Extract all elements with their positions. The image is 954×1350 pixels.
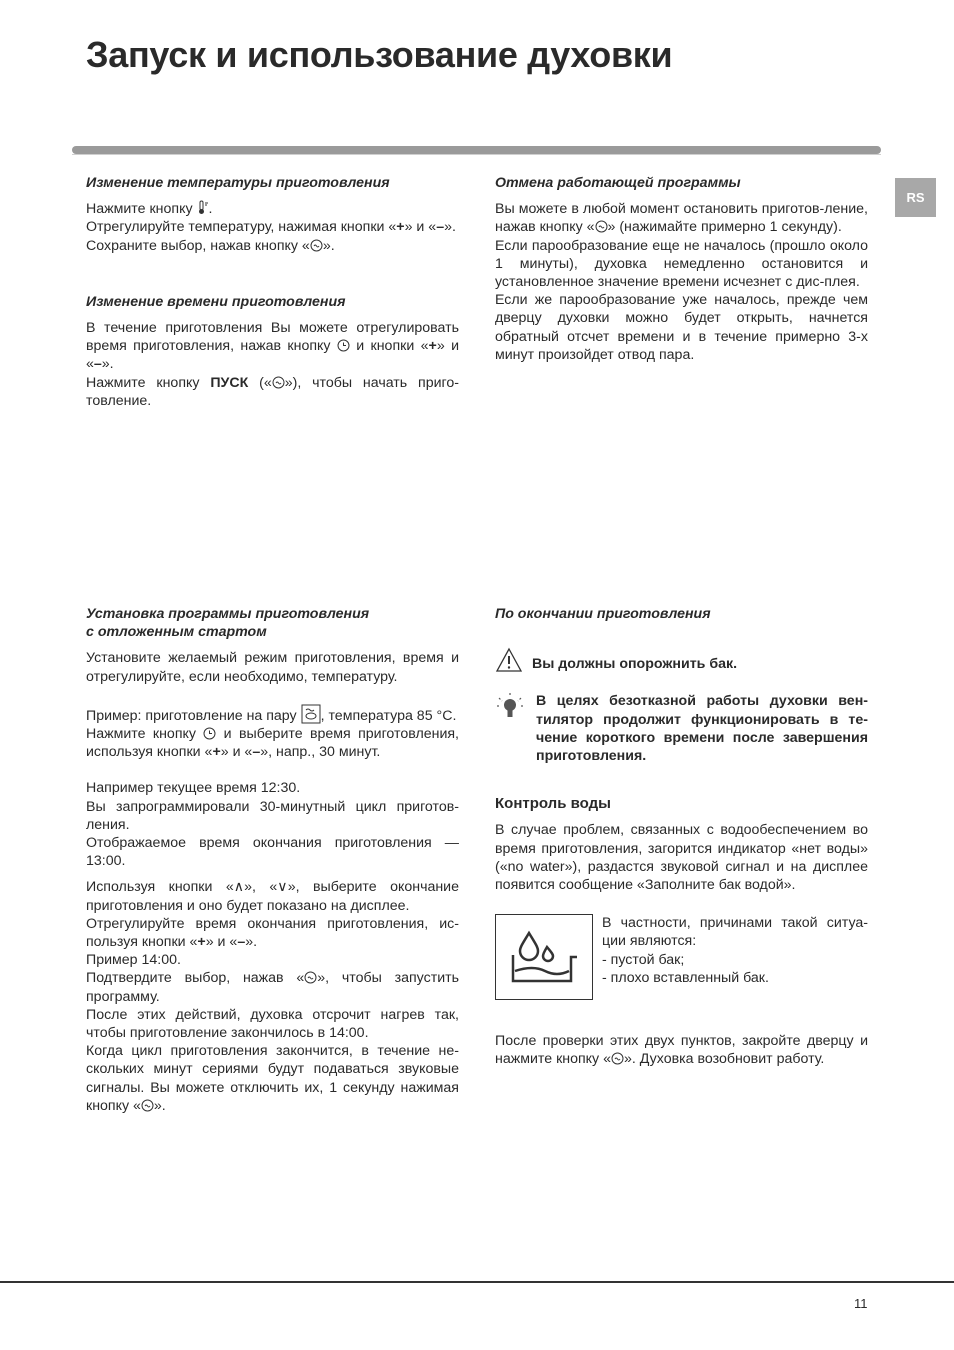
left-column-top bbox=[86, 174, 459, 410]
paragraph: Нажмите кнопку . Отрегулируйте температуру, нажимая кнопки «+» и «–». Сохраните выбор, нажав кнопку « ». bbox=[86, 201, 456, 254]
paragraph: Вы можете в любой момент остановить приготов-ление, нажав кнопку « » (нажимайте примерно 1 секунду). bbox=[495, 201, 868, 236]
paragraph: Установите желаемый режим приготовления, время и отрегулируйте, если необходимо, температуру. bbox=[86, 650, 459, 685]
paragraph: После этих действий, духовка отсрочит нагрев так, чтобы приготовление закончилось в 14:00. bbox=[86, 1006, 459, 1042]
warning-note: Вы должны опорожнить бак. bbox=[495, 647, 868, 678]
header-rule-shadow bbox=[72, 154, 881, 155]
clock-icon bbox=[337, 339, 350, 352]
start-button-icon bbox=[595, 220, 608, 233]
paragraph: Используя кнопки «∧», «∨», выберите окончание приготовления и оно будет показано на дисплее. bbox=[86, 879, 459, 914]
page-title: Запуск и использование духовки bbox=[86, 34, 673, 75]
header-rule bbox=[72, 146, 881, 154]
section-heading: Изменение температуры приготовления bbox=[86, 175, 390, 191]
paragraph: Пример 14:00. bbox=[86, 952, 181, 969]
clock-icon bbox=[203, 727, 216, 740]
section-heading: По окончании приготовления bbox=[495, 606, 711, 622]
page-number: 11 bbox=[854, 1296, 868, 1311]
paragraph: Пример: приготовление на пару , температура 85 °C. Нажмите кнопку и выберите время приготовления, используя кнопки «+» и «–», напр., 30 минут. bbox=[86, 704, 459, 762]
paragraph: Подтвердите выбор, нажав « », чтобы запустить программу. bbox=[86, 970, 460, 1005]
lightbulb-icon bbox=[495, 692, 525, 728]
water-causes-box: В частности, причинами такой ситуа-ции являются: - пустой бак; - плохо вставленный бак. bbox=[495, 914, 868, 1000]
paragraph: Отрегулируйте время окончания приготовления, ис-пользуя кнопки «+» и «–». bbox=[86, 915, 459, 951]
paragraph: Когда цикл приготовления закончится, в течение не-скольких минут сериями будут подаваться звуковые сигналы. Вы можете отключить их, 1 секунду нажимая кнопку « ». bbox=[86, 1043, 459, 1114]
section-heading: Контроль воды bbox=[495, 795, 611, 813]
paragraph: В случае проблем, связанных с водообеспечением во время приготовления, загорится индикатор «нет воды» («no water»), раздастся звуковой сигнал и на дисплее появится сообщение «Заполните бак водой». bbox=[495, 822, 868, 894]
paragraph: Вы запрограммировали 30-минутный цикл приготов-ления. bbox=[86, 798, 459, 833]
no-water-icon bbox=[495, 914, 593, 1000]
paragraph: Отображаемое время окончания приготовления — 13:00. bbox=[86, 835, 459, 870]
start-button-icon bbox=[310, 239, 323, 252]
start-button-icon bbox=[611, 1052, 624, 1065]
paragraph: В течение приготовления Вы можете отрегулировать время приготовления, нажав кнопку и кнопки «+» и «–». Нажмите кнопку ПУСК (« »), чтобы начать приго-товление. bbox=[86, 320, 460, 409]
tip-note: В целях безотказной работы духовки вен-тилятор продолжит функционировать в те-чение короткого времени после завершения приготовления. bbox=[495, 692, 868, 765]
right-column-bottom bbox=[495, 605, 868, 1069]
paragraph: После проверки этих двух пунктов, закройте дверцу и нажмите кнопку « ». Духовка возобновит работу. bbox=[495, 1033, 868, 1068]
left-column-bottom bbox=[86, 605, 459, 1115]
start-button-icon bbox=[304, 971, 317, 984]
right-column-top bbox=[495, 174, 868, 364]
warning-triangle-icon bbox=[495, 647, 523, 673]
paragraph: Если же парообразование уже началось, прежде чем дверцу духовки можно будет открыть, начнется обратный отсчет времени и в течение примерно 3-х минут произойдет отвод пара. bbox=[495, 292, 868, 363]
language-tab: RS bbox=[895, 178, 936, 217]
paragraph: Если парообразование еще не началось (прошло около 1 минуты), духовка немедленно остановится и установленное значение времени исчезнет с дис-плея. bbox=[495, 237, 868, 291]
start-button-icon bbox=[272, 376, 285, 389]
section-heading: Отмена работающей программы bbox=[495, 175, 741, 191]
start-button-icon bbox=[141, 1099, 154, 1112]
section-heading: с отложенным стартом bbox=[86, 624, 267, 641]
footer-rule bbox=[0, 1281, 954, 1283]
section-heading: Установка программы приготовления bbox=[86, 606, 370, 622]
steam-mode-icon bbox=[301, 704, 321, 724]
paragraph: Например текущее время 12:30. bbox=[86, 780, 301, 797]
section-heading: Изменение времени приготовления bbox=[86, 293, 346, 310]
thermometer-icon bbox=[197, 200, 209, 215]
